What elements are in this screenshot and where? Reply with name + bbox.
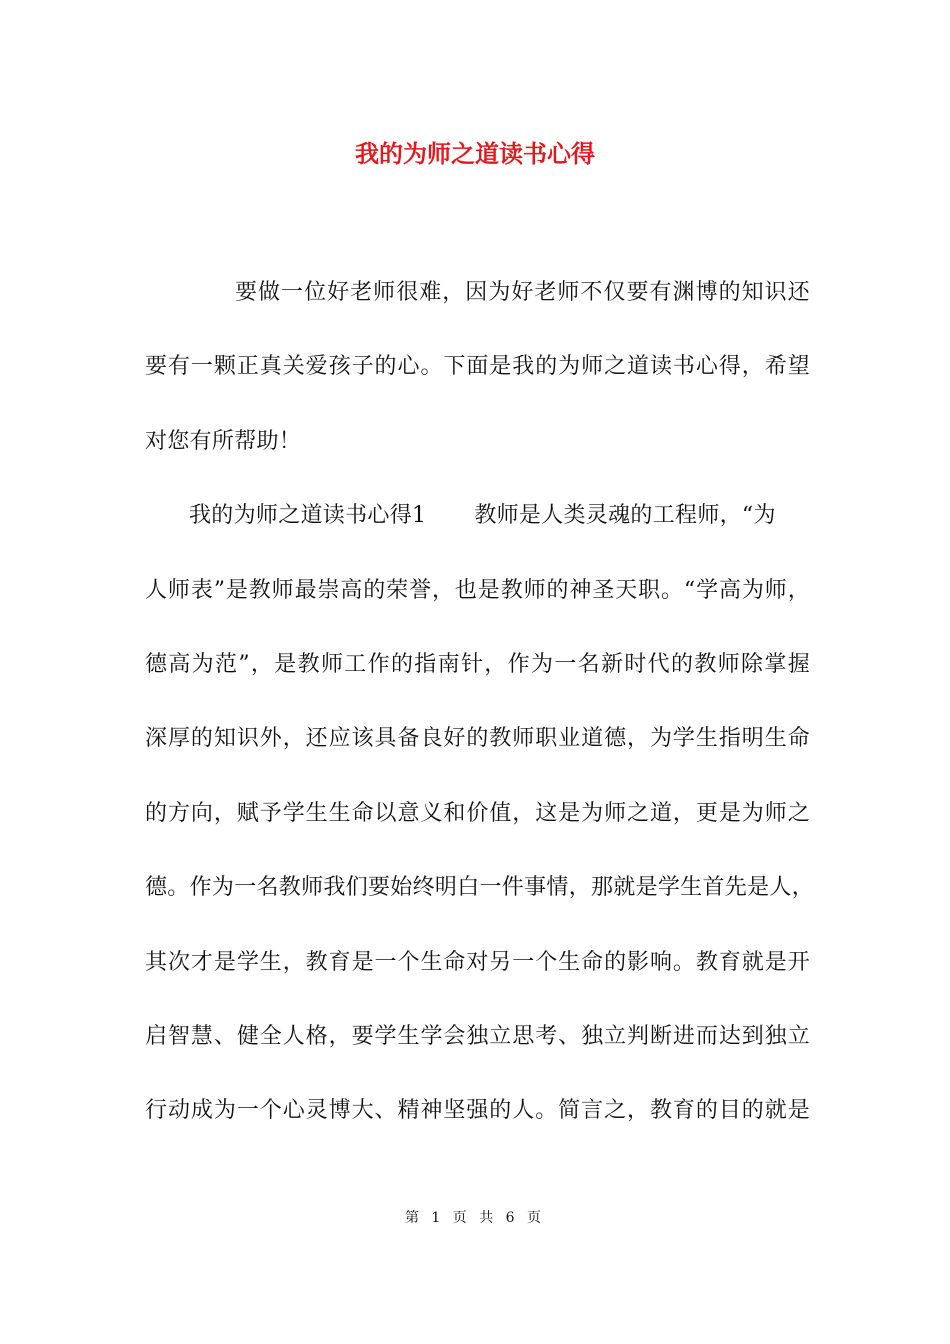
paragraph-text: 教师是人类灵魂的工程师，“为 — [474, 503, 776, 529]
paragraph-line: 启智慧、健全人格，要学生学会独立思考、独立判断进而达到独立 — [145, 1023, 810, 1049]
paragraph-line: 德高为范”，是教师工作的指南针，作为一名新时代的教师除掌握 — [145, 651, 810, 677]
page-number-footer: 第 1 页 共 6 页 — [404, 1210, 546, 1226]
paragraph-line: 要有一颗正真关爱孩子的心。下面是我的为师之道读书心得，希望 — [145, 354, 810, 380]
paragraph-line — [145, 490, 810, 564]
paragraph-line: 人师表”是教师最崇高的荣誉，也是教师的神圣天职。“学高为师， — [145, 577, 810, 603]
section-heading: 我的为师之道读书心得1 — [189, 503, 427, 529]
paragraph-line: 德。作为一名教师我们要始终明白一件事情，那就是学生首先是人， — [145, 875, 815, 901]
document-title: 我的为师之道读书心得 — [355, 139, 595, 168]
document-body — [145, 267, 815, 1160]
paragraph-line: 深厚的知识外，还应该具备良好的教师职业道德，为学生指明生命 — [145, 726, 810, 752]
paragraph-line: 行动成为一个心灵博大、精神坚强的人。简言之，教育的目的就是 — [145, 1098, 810, 1124]
paragraph-line: 要做一位好老师很难，因为好老师不仅要有渊博的知识还 — [235, 280, 810, 305]
paragraph-line: 其次才是学生，教育是一个生命对另一个生命的影响。教育就是开 — [145, 949, 810, 975]
paragraph-line: 对您有所帮助！ — [145, 428, 302, 454]
paragraph-line: 的方向，赋予学生生命以意义和价值，这是为师之道，更是为师之 — [145, 800, 810, 826]
